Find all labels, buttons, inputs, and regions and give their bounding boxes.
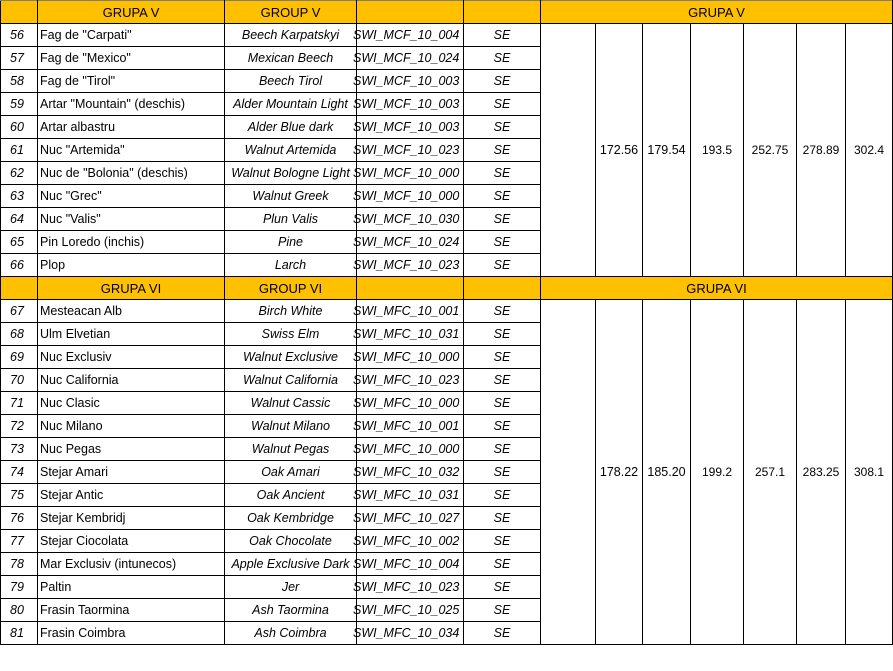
name-en: Jer (225, 576, 357, 599)
product-code: SWI_MFC_10_031 (357, 484, 464, 507)
table-body (1, 1, 893, 645)
price-cell: 185.20 (643, 300, 691, 645)
se-mark: SE (464, 599, 541, 622)
name-en: Walnut Artemida (225, 139, 357, 162)
product-code: SWI_MCF_10_023 (357, 139, 464, 162)
product-code: SWI_MFC_10_031 (357, 323, 464, 346)
name-en: Alder Blue dark (225, 116, 357, 139)
product-code: SWI_MCF_10_030 (357, 208, 464, 231)
se-mark: SE (464, 507, 541, 530)
row-number: 75 (1, 484, 38, 507)
se-mark: SE (464, 231, 541, 254)
se-mark: SE (464, 461, 541, 484)
se-mark: SE (464, 369, 541, 392)
se-mark: SE (464, 576, 541, 599)
group-header-row (1, 277, 893, 300)
se-mark: SE (464, 93, 541, 116)
name-ro: Artar "Mountain" (deschis) (38, 93, 225, 116)
table-row (1, 300, 893, 323)
name-en: Oak Kembridge (225, 507, 357, 530)
row-number: 72 (1, 415, 38, 438)
se-mark: SE (464, 185, 541, 208)
price-cell: 179.54 (643, 24, 691, 277)
row-number: 79 (1, 576, 38, 599)
product-code: SWI_MFC_10_004 (357, 553, 464, 576)
se-mark: SE (464, 323, 541, 346)
row-number: 61 (1, 139, 38, 162)
product-code: SWI_MFC_10_023 (357, 369, 464, 392)
group-header-row (1, 1, 893, 24)
price-empty (541, 24, 596, 277)
name-ro: Stejar Kembridj (38, 507, 225, 530)
product-code: SWI_MFC_10_001 (357, 300, 464, 323)
header-blank-se (464, 277, 541, 300)
se-mark: SE (464, 208, 541, 231)
product-code: SWI_MCF_10_023 (357, 254, 464, 277)
product-code: SWI_MFC_10_001 (357, 415, 464, 438)
price-cell: 257.1 (744, 300, 797, 645)
row-number: 78 (1, 553, 38, 576)
price-cell: 172.56 (596, 24, 643, 277)
name-en: Walnut Greek (225, 185, 357, 208)
header-blank-code (357, 1, 464, 24)
product-code: SWI_MFC_10_023 (357, 576, 464, 599)
name-ro: Nuc Clasic (38, 392, 225, 415)
name-ro: Nuc "Grec" (38, 185, 225, 208)
product-code: SWI_MFC_10_034 (357, 622, 464, 645)
header-group-prices: GRUPA V (541, 1, 893, 24)
header-group-en: GROUP VI (225, 277, 357, 300)
name-ro: Frasin Coimbra (38, 622, 225, 645)
se-mark: SE (464, 553, 541, 576)
row-number: 70 (1, 369, 38, 392)
se-mark: SE (464, 300, 541, 323)
product-code: SWI_MCF_10_003 (357, 116, 464, 139)
se-mark: SE (464, 139, 541, 162)
row-number: 66 (1, 254, 38, 277)
header-group-ro: GRUPA V (38, 1, 225, 24)
name-ro: Fag de "Mexico" (38, 47, 225, 70)
name-en: Walnut Pegas (225, 438, 357, 461)
name-en: Pine (225, 231, 357, 254)
product-code: SWI_MFC_10_000 (357, 438, 464, 461)
product-code: SWI_MCF_10_024 (357, 47, 464, 70)
table-row (1, 24, 893, 47)
name-en: Ash Taormina (225, 599, 357, 622)
row-number: 60 (1, 116, 38, 139)
se-mark: SE (464, 162, 541, 185)
header-group-prices: GRUPA VI (541, 277, 893, 300)
product-code: SWI_MFC_10_000 (357, 392, 464, 415)
product-code: SWI_MFC_10_000 (357, 346, 464, 369)
name-ro: Nuc "Valis" (38, 208, 225, 231)
se-mark: SE (464, 415, 541, 438)
name-ro: Nuc "Artemida" (38, 139, 225, 162)
name-ro: Nuc Exclusiv (38, 346, 225, 369)
name-ro: Fag de "Tirol" (38, 70, 225, 93)
se-mark: SE (464, 47, 541, 70)
row-number: 67 (1, 300, 38, 323)
row-number: 73 (1, 438, 38, 461)
product-code: SWI_MFC_10_027 (357, 507, 464, 530)
price-empty (541, 300, 596, 645)
row-number: 59 (1, 93, 38, 116)
name-ro: Artar albastru (38, 116, 225, 139)
name-en: Oak Ancient (225, 484, 357, 507)
product-code: SWI_MCF_10_000 (357, 185, 464, 208)
product-code: SWI_MCF_10_004 (357, 24, 464, 47)
name-ro: Frasin Taormina (38, 599, 225, 622)
se-mark: SE (464, 484, 541, 507)
row-number: 64 (1, 208, 38, 231)
product-code: SWI_MCF_10_003 (357, 70, 464, 93)
name-en: Ash Coimbra (225, 622, 357, 645)
name-en: Oak Amari (225, 461, 357, 484)
row-number: 63 (1, 185, 38, 208)
row-number: 77 (1, 530, 38, 553)
product-code: SWI_MCF_10_003 (357, 93, 464, 116)
name-ro: Ulm Elvetian (38, 323, 225, 346)
name-en: Plun Valis (225, 208, 357, 231)
row-number: 74 (1, 461, 38, 484)
name-en: Mexican Beech (225, 47, 357, 70)
name-en: Apple Exclusive Dark (225, 553, 357, 576)
name-en: Larch (225, 254, 357, 277)
header-blank-code (357, 277, 464, 300)
header-group-en: GROUP V (225, 1, 357, 24)
name-ro: Paltin (38, 576, 225, 599)
row-number: 71 (1, 392, 38, 415)
se-mark: SE (464, 24, 541, 47)
name-en: Alder Mountain Light (225, 93, 357, 116)
name-ro: Plop (38, 254, 225, 277)
row-number: 76 (1, 507, 38, 530)
se-mark: SE (464, 346, 541, 369)
se-mark: SE (464, 70, 541, 93)
row-number: 81 (1, 622, 38, 645)
name-en: Birch White (225, 300, 357, 323)
name-en: Walnut Cassic (225, 392, 357, 415)
name-en: Walnut Bologne Light (225, 162, 357, 185)
name-en: Walnut Milano (225, 415, 357, 438)
name-ro: Fag de "Carpati" (38, 24, 225, 47)
name-ro: Mar Exclusiv (intunecos) (38, 553, 225, 576)
se-mark: SE (464, 392, 541, 415)
price-cell: 302.4 (846, 24, 893, 277)
name-ro: Stejar Amari (38, 461, 225, 484)
se-mark: SE (464, 438, 541, 461)
name-ro: Stejar Antic (38, 484, 225, 507)
row-number: 65 (1, 231, 38, 254)
row-number: 57 (1, 47, 38, 70)
name-en: Walnut California (225, 369, 357, 392)
header-blank-se (464, 1, 541, 24)
product-code: SWI_MCF_10_000 (357, 162, 464, 185)
row-number: 80 (1, 599, 38, 622)
name-en: Beech Karpatskyi (225, 24, 357, 47)
product-code: SWI_MFC_10_032 (357, 461, 464, 484)
price-cell: 283.25 (797, 300, 846, 645)
name-en: Oak Chocolate (225, 530, 357, 553)
row-number: 69 (1, 346, 38, 369)
price-cell: 178.22 (596, 300, 643, 645)
name-ro: Mesteacan Alb (38, 300, 225, 323)
name-ro: Nuc Milano (38, 415, 225, 438)
se-mark: SE (464, 622, 541, 645)
row-number: 62 (1, 162, 38, 185)
price-cell: 252.75 (744, 24, 797, 277)
name-en: Beech Tirol (225, 70, 357, 93)
price-cell: 199.2 (691, 300, 744, 645)
name-ro: Nuc Pegas (38, 438, 225, 461)
row-number: 58 (1, 70, 38, 93)
price-cell: 278.89 (797, 24, 846, 277)
name-ro: Nuc California (38, 369, 225, 392)
price-cell: 308.1 (846, 300, 893, 645)
name-en: Swiss Elm (225, 323, 357, 346)
name-ro: Nuc de "Bolonia" (deschis) (38, 162, 225, 185)
row-number: 56 (1, 24, 38, 47)
name-ro: Stejar Ciocolata (38, 530, 225, 553)
se-mark: SE (464, 254, 541, 277)
se-mark: SE (464, 530, 541, 553)
product-code: SWI_MCF_10_024 (357, 231, 464, 254)
se-mark: SE (464, 116, 541, 139)
header-blank-nr (1, 277, 38, 300)
name-en: Walnut Exclusive (225, 346, 357, 369)
row-number: 68 (1, 323, 38, 346)
header-blank-nr (1, 1, 38, 24)
product-code: SWI_MFC_10_025 (357, 599, 464, 622)
price-cell: 193.5 (691, 24, 744, 277)
product-code: SWI_MFC_10_002 (357, 530, 464, 553)
header-group-ro: GRUPA VI (38, 277, 225, 300)
name-ro: Pin Loredo (inchis) (38, 231, 225, 254)
